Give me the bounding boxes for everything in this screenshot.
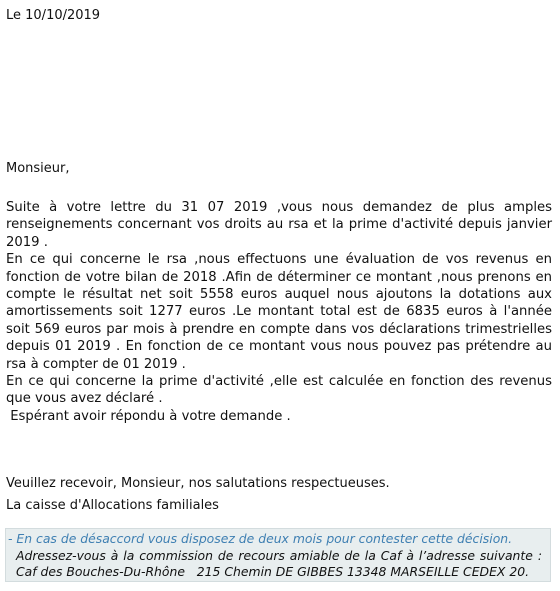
paragraph-request: Suite à votre lettre du 31 07 2019 ,vous nous demandez de plus amples renseignements concernant vos droits au rsa et la prime d'activité depuis janvier 2019 .	[6, 200, 552, 250]
paragraph-prime-activite: En ce qui concerne la prime d'activité ,elle est calculée en fonction des revenus que vous avez déclaré .	[6, 374, 552, 407]
signature: La caisse d'Allocations familiales	[6, 498, 219, 513]
letter-date: Le 10/10/2019	[6, 8, 101, 23]
appeal-notice-deadline: - En cas de désaccord vous disposez de deux mois pour contester cette décision.	[8, 531, 513, 546]
salutation: Monsieur,	[6, 161, 70, 176]
closing-formula: Veuillez recevoir, Monsieur, nos salutations respectueuses.	[6, 476, 390, 491]
appeal-notice-address: Adressez-vous à la commission de recours amiable de la Caf à l’adresse suivante : Caf des Bouches-Du-Rhône 215 Chemin DE GIBBES 13348 MARSEILLE CEDEX 20.	[16, 547, 546, 579]
paragraph-hope: Espérant avoir répondu à votre demande .	[6, 408, 291, 424]
letter-body	[6, 199, 552, 425]
paragraph-rsa: En ce qui concerne le rsa ,nous effectuons une évaluation de vos revenus en fonction de votre bilan de 2018 .Afin de déterminer ce montant ,nous prenons en compte le résultat net soit 5558 euros auquel nous ajoutons la dotations aux amortissements soit 1277 euros .Le montant total est de 6835 euros à l'année soit 569 euros par mois à prendre en compte dans vos déclarations trimestrielles depuis 01 2019 . En fonction de ce montant vous nous pouvez pas prétendre au rsa à compter de 01 2019 .	[6, 252, 552, 372]
appeal-notice-box	[5, 528, 551, 582]
